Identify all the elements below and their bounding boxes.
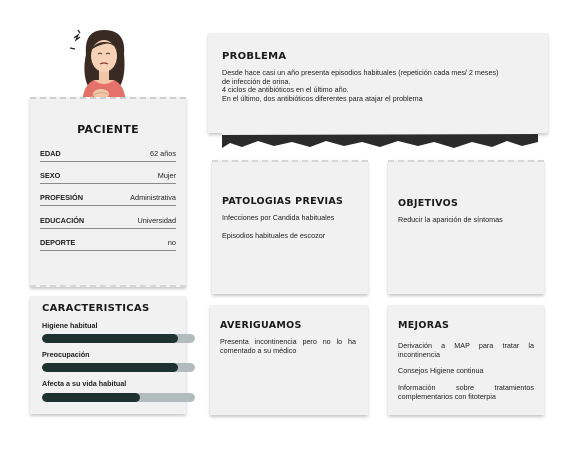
problem-line: 4 ciclos de antibióticos en el último año. bbox=[222, 85, 349, 95]
pathology-item: Episodios habituales de escozor bbox=[222, 231, 326, 240]
characteristic-bar-hygiene bbox=[42, 334, 195, 343]
improvement-item: Consejos Higiene continua bbox=[398, 366, 484, 375]
patient-row-label: PROFESIÓN bbox=[40, 193, 83, 202]
characteristic-bar-fill bbox=[42, 363, 178, 372]
improvements-title: MEJORAS bbox=[398, 320, 450, 331]
pathologies-title: PATOLOGIAS PREVIAS bbox=[222, 196, 344, 207]
patient-row-label: DEPORTE bbox=[40, 238, 76, 247]
characteristic-bar-fill bbox=[42, 334, 178, 343]
findings-card bbox=[210, 305, 368, 415]
problem-line: de infección de orina. bbox=[222, 76, 291, 86]
patient-row-sex bbox=[40, 168, 176, 184]
characteristic-bar-daily-life bbox=[42, 393, 195, 402]
patient-row-value: Administrativa bbox=[130, 193, 176, 202]
objectives-title: OBJETIVOS bbox=[398, 198, 459, 209]
patient-card-title: PACIENTE bbox=[77, 123, 139, 136]
torn-paper-edge bbox=[222, 130, 538, 154]
objectives-card bbox=[388, 160, 544, 294]
patient-row-education bbox=[40, 213, 176, 229]
patient-row-value: Mujer bbox=[157, 171, 176, 180]
characteristics-card bbox=[30, 296, 186, 414]
patient-row-sport bbox=[40, 235, 176, 251]
characteristic-bar-fill bbox=[42, 393, 140, 402]
problem-card bbox=[208, 33, 548, 133]
problem-title: PROBLEMA bbox=[222, 51, 287, 62]
previous-pathologies-card bbox=[212, 160, 368, 294]
patient-row-value: no bbox=[167, 238, 176, 247]
patient-row-profession bbox=[40, 190, 176, 206]
problem-line: Desde hace casi un año presenta episodios habituales (repetición cada mes/ 2 meses) bbox=[222, 68, 499, 77]
patient-row-age bbox=[40, 146, 176, 162]
stress-marks-icon bbox=[70, 30, 80, 49]
findings-text: Presenta incontinencia pero no lo ha comentado a su médico bbox=[220, 337, 356, 355]
findings-title: AVERIGUAMOS bbox=[220, 320, 302, 331]
problem-description bbox=[222, 69, 540, 103]
characteristic-bar-worry bbox=[42, 363, 195, 372]
patient-row-value: Universidad bbox=[137, 216, 176, 225]
problem-line: En el último, dos antibióticos diferentes para atajar el problema bbox=[222, 93, 423, 103]
patient-row-value: 62 años bbox=[150, 149, 176, 158]
characteristic-label: Higiene habitual bbox=[42, 321, 98, 330]
improvements-card bbox=[388, 305, 544, 415]
pathology-item: Infecciones por Candida habituales bbox=[222, 213, 335, 222]
patient-row-label: SEXO bbox=[40, 171, 61, 180]
patient-row-label: EDUCACIÓN bbox=[40, 216, 85, 225]
improvement-item: Información sobre tratamientos complementarios con fitoterpia bbox=[398, 383, 534, 401]
objective-item: Reducir la aparición de síntomas bbox=[398, 215, 503, 224]
improvement-item: Derivación a MAP para tratar la incontinencia bbox=[398, 341, 534, 359]
characteristic-label: Preocupación bbox=[42, 350, 90, 359]
patient-card bbox=[30, 97, 186, 287]
patient-row-label: EDAD bbox=[40, 149, 61, 158]
characteristics-title: CARACTERISTICAS bbox=[42, 303, 150, 314]
characteristic-label: Afecta a su vida habitual bbox=[42, 379, 127, 388]
